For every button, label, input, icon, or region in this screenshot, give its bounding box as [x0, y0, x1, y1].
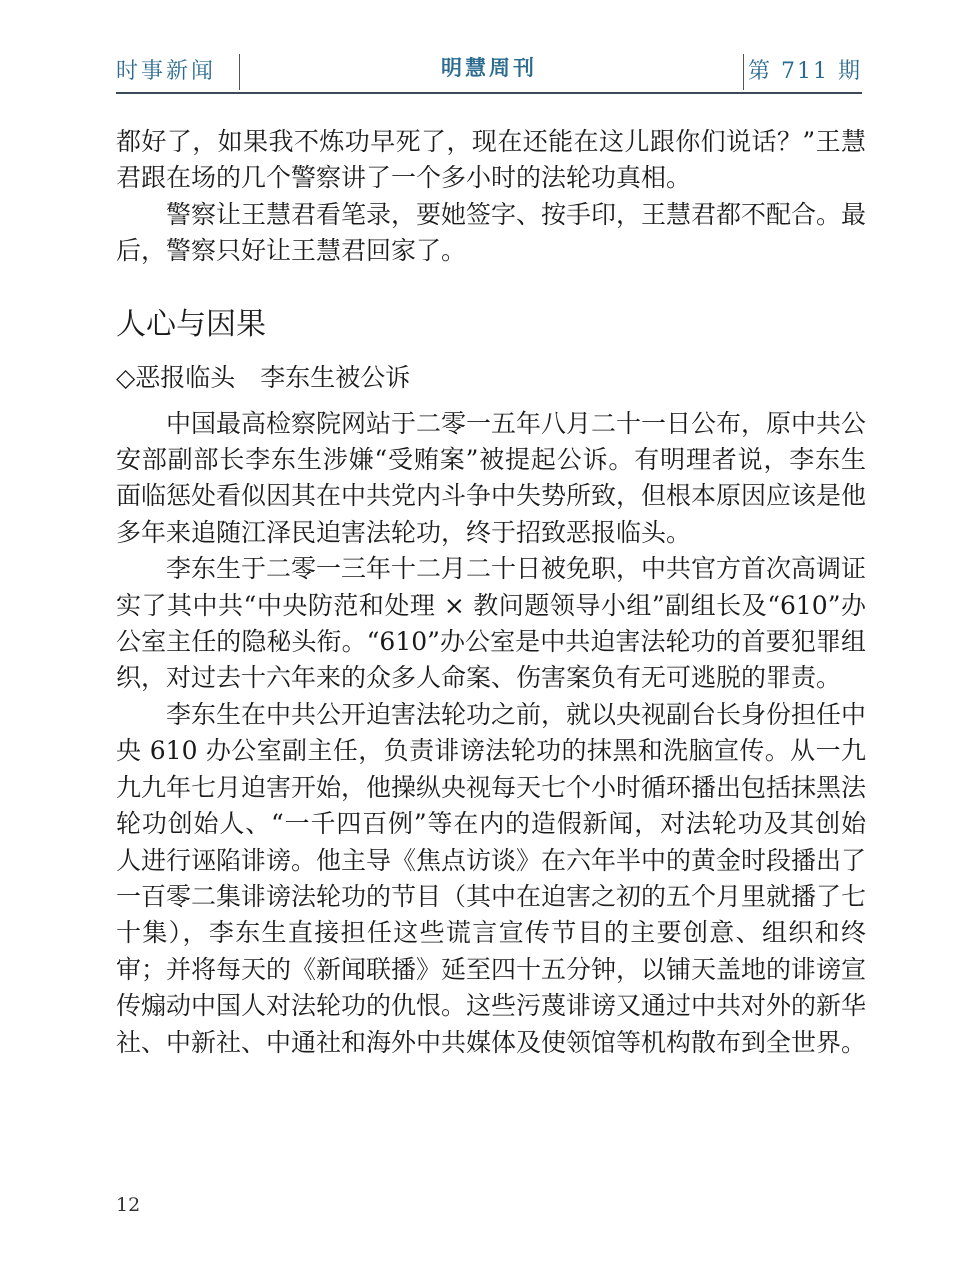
sub-title: ◇恶报临头 李东生被公诉: [116, 362, 411, 392]
header-issue: 第 711 期: [748, 59, 862, 84]
page-header: [116, 48, 862, 94]
header-section: 时事新闻: [116, 59, 217, 84]
paragraph-police: 警察让王慧君看笔录，要她签字、按手印，王慧君都不配合。最后，警察只好让王慧君回家了。: [116, 199, 867, 266]
header-publication: 明慧周刊: [441, 56, 537, 80]
paragraph-intro: 都好了，如果我不炼功早死了，现在还能在这儿跟你们说话？”王慧君跟在场的几个警察讲了一个多小时的法轮功真相。: [116, 127, 866, 193]
paragraph-2: 李东生于二零一三年十二月二十日被免职，中共官方首次高调证实了其中共“中央防范和处理 × 教问题领导小组”副组长及“610”办公室主任的隐秘头衔。“610”办公室是中共迫害法轮功的首要犯罪组织，对过去十六年来的众多人命案、伤害案负有无可逃脱的罪责。: [116, 554, 867, 693]
header-divider-right: [743, 54, 744, 90]
article-body: [116, 124, 866, 1061]
page-number: 12: [116, 1194, 141, 1216]
section-title: 人心与因果: [116, 306, 266, 342]
paragraph-1: 中国最高检察院网站于二零一五年八月二十一日公布，原中共公安部副部长李东生涉嫌“受贿案”被提起公诉。有明理者说，李东生面临惩处看似因其在中共党内斗争中失势所致，但根本原因应该是他多年来追随江泽民迫害法轮功，终于招致恶报临头。: [116, 408, 867, 547]
paragraph-3: 李东生在中共公开迫害法轮功之前，就以央视副台长身份担任中央 610 办公室副主任，负责诽谤法轮功的抹黑和洗脑宣传。从一九九九年七月迫害开始，他操纵央视每天七个小时循环播出包括抹黑法轮功创始人、“一千四百例”等在内的造假新闻，对法轮功及其创始人进行诬陷诽谤。他主导《焦点访谈》在六年半中的黄金时段播出了一百零二集诽谤法轮功的节目（其中在迫害之初的五个月里就播了七十集），李东生直接担任这些谎言宣传节目的主要创意、组织和终审；并将每天的《新闻联播》延至四十五分钟，以铺天盖地的诽谤宣传煽动中国人对法轮功的仇恨。这些污蔑诽谤又通过中共对外的新华社、中新社、中通社和海外中共媒体及使领馆等机构散布到全世界。: [116, 699, 867, 1057]
